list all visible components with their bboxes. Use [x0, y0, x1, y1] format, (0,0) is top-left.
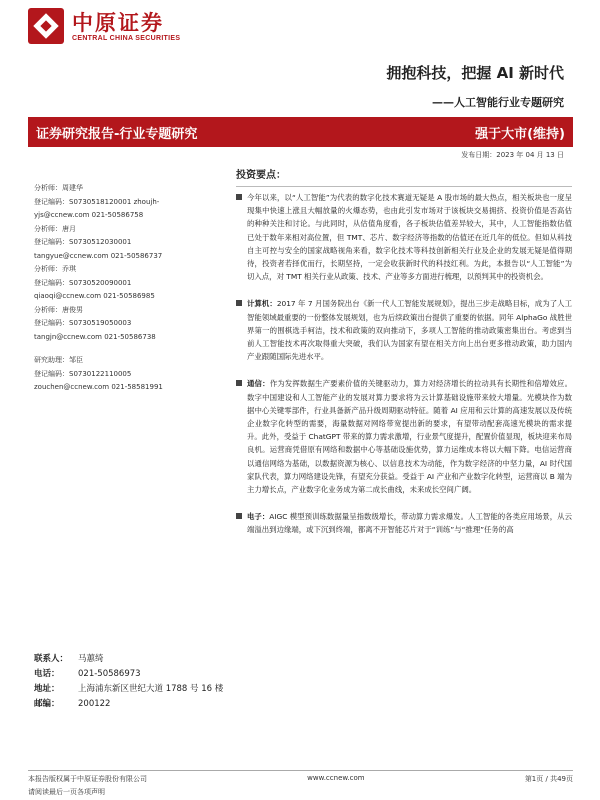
investment-highlights: [236, 166, 572, 551]
page-footer: [28, 770, 573, 797]
report-category-bar: [28, 117, 573, 147]
highlight-text: 作为发挥数据生产要素价值的关键驱动力，算力对经济增长的拉动具有长期性和倍增效应。数字中国建设和人工智能产业的发展对算力要求将为云计算基础设施带来较大增量。光模块作为数据中心关键零部件，行业具备新产品升级周期驱动特征。随着 AI 应用和云计算的高速发展以及传统企业数字化转型的需要，海量数据对网络带宽提出新的要求，有望带动配套高速光模块的需求提升。此外，受益于 ChatGPT 带来的算力需求激增，行业景气度提升，配置价值显现，板块迎来布局良机。运营商凭借原有网络和数据中心等基础设施优势，算力运维成本将以大幅下降。电信运营商以通信网络为基础，以数据资源为核心、以信息技术为动能，作为数字经济的中坚力量，AI 时代国家队代表，算力网络建设先锋，有望充分获益。受益于 AI 产业和产业数字化转型，运营商以 B 端为主力增长点，产业数字化业务成为第二成长曲线，未来成长空间广阔。: [247, 379, 572, 495]
highlight-text: 今年以来，以“人工智能”为代表的数字化技术赛道无疑是 A 股市场的最大热点，相关板块也一度呈现集中快速上涨且大幅放量的火爆态势，也由此引发市场对于该板块交易拥挤、投资价值是否高估的种种关注和讨论。与此同时，从估值角度看，各子板块估值差异较大，其中，人工智能指数估值已处于数年来相对高位置，但 TMT、芯片、数字经济等指数的估值还在近几年的低位。但如从科技自主可控与安全的国家战略视角来看，数字化技术等科技创新相关行业及企业的发展无疑是值得期待，投资者若择优而行，长期坚持，一定会收获新时代的科技红利。为此，本报告以“人工智能”为切入点，对 TMT 相关行业从政策、技术、产业等多方面进行梳理，以预判其中的投资机会。: [247, 193, 572, 282]
highlight-paragraph: [236, 510, 572, 536]
rating-badge: 强于大市(维持): [475, 126, 565, 142]
contact-zip: 200122: [78, 699, 111, 709]
report-title: 拥抱科技，把握 AI 新时代: [386, 64, 564, 82]
logo-mark-icon: [28, 8, 64, 44]
publish-date: 发布日期：2023 年 04 月 13 日: [461, 151, 564, 159]
researcher-line: 研究助理：邹臣: [34, 356, 83, 364]
brand-name-en: CENTRAL CHINA SECURITIES: [72, 34, 181, 42]
bullet-square-icon: [236, 194, 242, 200]
bullet-square-icon: [236, 300, 242, 306]
contact-phone: 021-50586973: [78, 669, 141, 679]
researcher-line: zouchen@ccnew.com 021-58581991: [34, 383, 163, 391]
highlight-text: 2017 年 7 月国务院出台《新一代人工智能发展规划》，提出三步走战略目标，成为了人工智能领域最重要的一份整体发展规划，也为后续政策出台提供了重要的依据。同年 AlphaGo 战胜世界第一的围棋选手柯洁，技术和政策的双向推动下，多项人工智能的推动政策密集出台。考虑到当前人工智能技术再次取得重大突破，我们认为国家有望在相关方向上出台更多推动政策，助力国内产业跟随国际先进水平。: [247, 299, 572, 362]
bullet-square-icon: [236, 513, 242, 519]
contact-zip-label: 邮编：: [34, 699, 60, 709]
footer-page-number: 第1页 / 共49页: [524, 775, 573, 783]
highlight-text: AIGC 模型预训练数据量呈指数级增长，带动算力需求爆发。人工智能的各类应用场景，从云端溢出到边缘端，或下沉到终端，都离不开智能芯片对于“训练”与“推理”任务的高: [247, 512, 572, 535]
company-logo: [28, 8, 180, 44]
contact-block: [34, 652, 234, 712]
highlight-paragraph: [236, 377, 572, 496]
contact-phone-label: 电话：: [34, 669, 60, 679]
analyst-line: yjs@ccnew.com 021-50586758: [34, 211, 144, 219]
analyst-line: 分析师：唐俊男: [34, 305, 83, 314]
report-subtitle: ——人工智能行业专题研究: [432, 96, 564, 109]
analyst-line: 登记编码：S0730520090001: [34, 278, 132, 287]
report-category: 证券研究报告-行业专题研究: [36, 126, 198, 142]
highlight-paragraph: [236, 297, 572, 363]
bullet-square-icon: [236, 380, 242, 386]
analyst-line: 分析师：唐月: [34, 224, 76, 233]
contact-person-label: 联系人：: [34, 654, 69, 664]
analyst-line: tangyue@ccnew.com 021-50586737: [34, 251, 163, 260]
analyst-line: 登记编码：S0730518120001 zhoujh-: [34, 197, 160, 206]
highlight-heading: 计算机：: [247, 299, 277, 309]
analyst-sidebar: [34, 182, 226, 395]
highlight-heading: 通信：: [247, 379, 270, 389]
footer-copyright: 本报告版权属于中原证券股份有限公司: [28, 775, 147, 783]
analyst-line: qiaoqi@ccnew.com 021-50586985: [34, 292, 155, 300]
contact-person: 马蕙绮: [78, 654, 104, 664]
contact-address-label: 地址：: [34, 684, 60, 694]
highlight-paragraph: [236, 191, 572, 283]
brand-name-cn: 中原证券: [72, 9, 164, 35]
analyst-line: tangjn@ccnew.com 021-50586738: [34, 332, 156, 341]
highlight-heading: 电子：: [247, 512, 270, 522]
analyst-line: 登记编码：S0730512030001: [34, 238, 132, 246]
section-title: 投资要点：: [236, 166, 572, 187]
analyst-line: 分析师：周建华: [34, 184, 83, 192]
analyst-line: 登记编码：S0730519050003: [34, 319, 132, 327]
footer-disclaimer: 请阅读最后一页各项声明: [28, 788, 105, 796]
analyst-line: 分析师：乔琪: [34, 265, 76, 273]
footer-website[interactable]: www.ccnew.com: [307, 774, 365, 782]
contact-address: 上海浦东新区世纪大道 1788 号 16 楼: [78, 684, 224, 694]
researcher-line: 登记编码：S0730122110005: [34, 369, 132, 378]
